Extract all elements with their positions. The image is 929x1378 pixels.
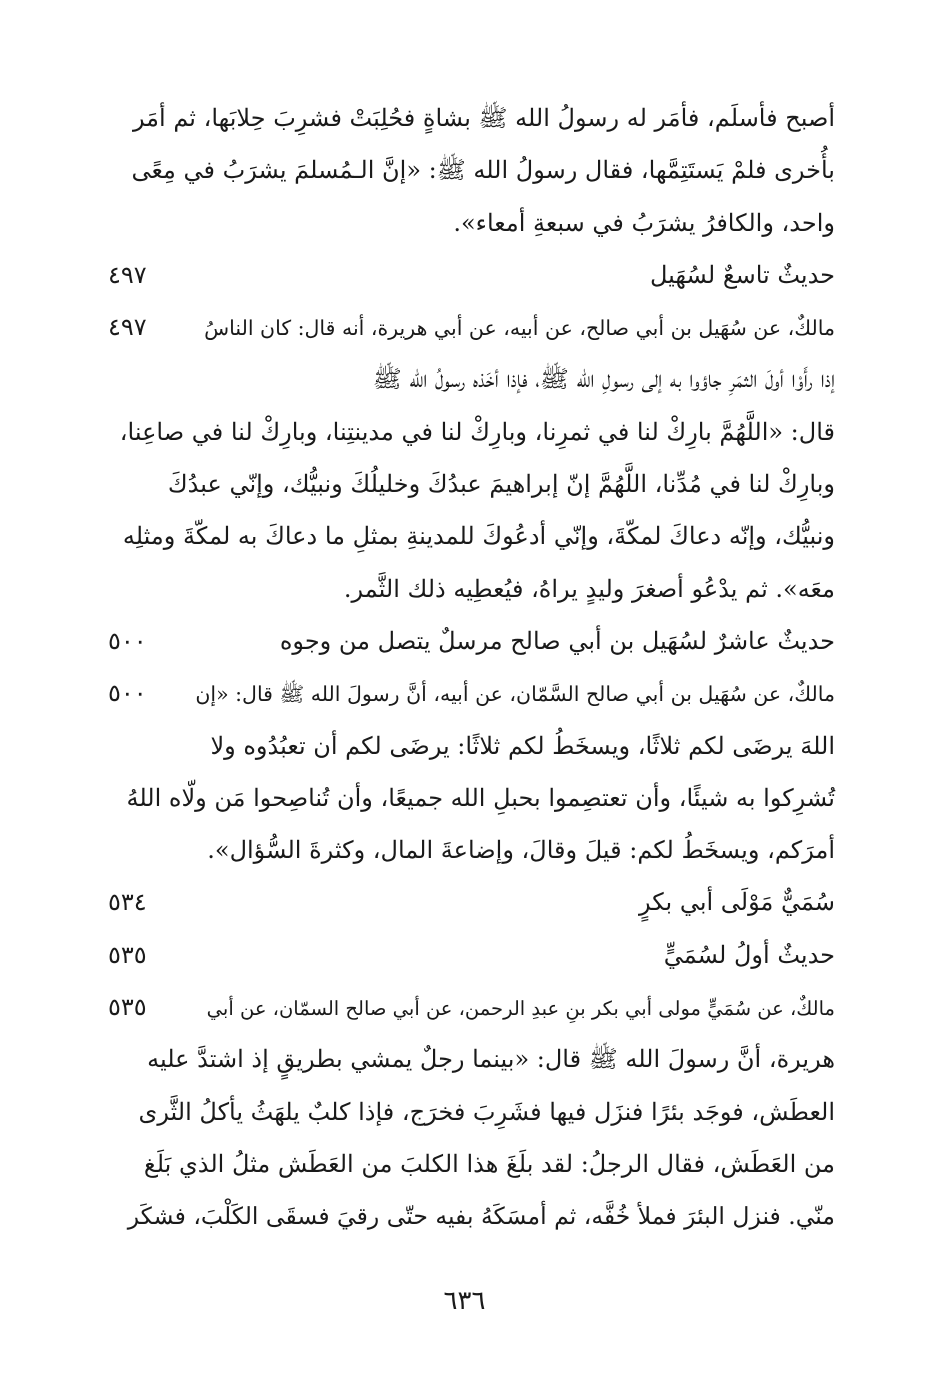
section-heading (108, 929, 835, 981)
line-text: أمرَكم، ويسخَطُ لكم: قيلَ وقالَ، وإضاعةَ المال، وكثرةَ السُّؤال». (207, 836, 835, 865)
text-line (108, 772, 835, 824)
text-line (108, 301, 835, 353)
text-line (108, 1086, 835, 1138)
heading-text: حديثٌ عاشرٌ لسُهَيل بن أبي صالح مرسلٌ يتصل من وجوه (279, 626, 835, 655)
line-text: وبارِكْ لنا في مُدِّنا، اللَّهُمَّ إنّ إبراهيمَ عبدُكَ وخليلُكَ ونبيُّك، وإنّي عبدُكَ (167, 470, 835, 499)
heading-text: سُمَيٌّ مَوْلَى أبي بكرٍ (639, 888, 835, 917)
text-line (108, 981, 835, 1033)
line-text: مالكٌ، عن سُهَيل بن أبي صالح، عن أبيه، عن أبي هريرة، أنه قال: كان الناسُ (204, 316, 835, 341)
text-line (108, 353, 835, 405)
line-text: منّي. فنزل البئرَ فملأ خُفَّه، ثم أمسَكَهُ بفيه حتّى رقيَ فسقَى الكَلْبَ، فشكَر (127, 1202, 835, 1231)
page-body (108, 92, 835, 1243)
hadith-number: ٥٣٥ (108, 993, 147, 1022)
heading-text: حديثٌ أولُ لسُمَيٍّ (663, 940, 835, 969)
line-text: إذا رأَوْا أولَ الثمَرِ جاؤوا به إلى رسولِ الله ﷺ، فإذا أخَذه رسولُ الله ﷺ (372, 365, 835, 394)
page-number: ٦٣٦ (443, 1286, 486, 1316)
text-line (108, 197, 835, 249)
line-text: من العَطَش، فقال الرجلُ: لقد بلَغَ هذا الكلبَ من العَطَش مثلُ الذي بَلَغ (143, 1149, 835, 1178)
text-line (108, 458, 835, 510)
line-text: هريرة، أنَّ رسولَ الله ﷺ قال: «بينما رجلٌ يمشي بطريقٍ إذ اشتدَّ عليه (147, 1045, 835, 1074)
hadith-number: ٥٠٠ (108, 679, 147, 708)
text-line (108, 1033, 835, 1085)
text-line (108, 563, 835, 615)
line-text: معَه». ثم يدْعُو أصغرَ وليدٍ يراهُ، فيُعطِيه ذلك الثَّمر. (343, 574, 835, 603)
hadith-number: ٥٠٠ (108, 626, 147, 655)
line-text: قال: «اللَّهُمَّ بارِكْ لنا في ثمرِنا، وبارِكْ لنا في مدينتِنا، وبارِكْ لنا في صاعِنا، (119, 417, 835, 446)
heading-text: حديثٌ تاسعٌ لسُهَيل (649, 260, 835, 289)
section-heading (108, 615, 835, 667)
text-line (108, 406, 835, 458)
section-heading (108, 876, 835, 928)
line-text: تُشرِكوا به شيئًا، وأن تعتصِموا بحبلِ الله جميعًا، وأن تُناصِحوا مَن ولّاه اللهُ (126, 783, 835, 812)
text-line (108, 1138, 835, 1190)
line-text: ونبيُّك، وإنّه دعاكَ لمكّةَ، وإنّي أدعُوكَ للمدينةِ بمثلِ ما دعاكَ به لمكّةَ ومثلِه (122, 522, 835, 551)
line-text: بأُخرى فلمْ يَستَتِمَّها، فقال رسولُ الله ﷺ: «إنَّ الـمُسلمَ يشرَبُ في مِعًى (131, 156, 835, 185)
line-text: مالكٌ، عن سُهَيل بن أبي صالح السَّمّان، عن أبيه، أنَّ رسولَ الله ﷺ قال: «إن (195, 682, 835, 707)
text-line (108, 144, 835, 196)
text-line (108, 667, 835, 719)
text-line (108, 824, 835, 876)
line-text: العطَش، فوجَد بئرًا فنزَل فيها فشَرِبَ فخرَج، فإذا كلبٌ يلهَثُ يأكلُ الثَّرى (138, 1097, 835, 1126)
text-line (108, 1190, 835, 1242)
line-text: اللهَ يرضَى لكم ثلاثًا، ويسخَطُ لكم ثلاثًا: يرضَى لكم أن تعبُدُوه ولا (210, 731, 835, 760)
hadith-number: ٤٩٧ (108, 313, 147, 342)
section-heading (108, 249, 835, 301)
text-line (108, 92, 835, 144)
hadith-number: ٤٩٧ (108, 260, 147, 289)
line-text: واحد، والكافرُ يشرَبُ في سبعةِ أمعاء». (453, 208, 835, 237)
text-line (108, 510, 835, 562)
hadith-number: ٥٣٤ (108, 888, 147, 917)
line-text: مالكٌ، عن سُمَيٍّ مولى أبي بكر بنِ عبدِ الرحمن، عن أبي صالح السمّان، عن أبي (206, 997, 835, 1021)
text-line (108, 720, 835, 772)
hadith-number: ٥٣٥ (108, 940, 147, 969)
line-text: أصبح فأسلَم، فأمَر له رسولُ الله ﷺ بشاةٍ فحُلِبَتْ فشرِبَ حِلابَها، ثم أمَر (132, 104, 835, 132)
